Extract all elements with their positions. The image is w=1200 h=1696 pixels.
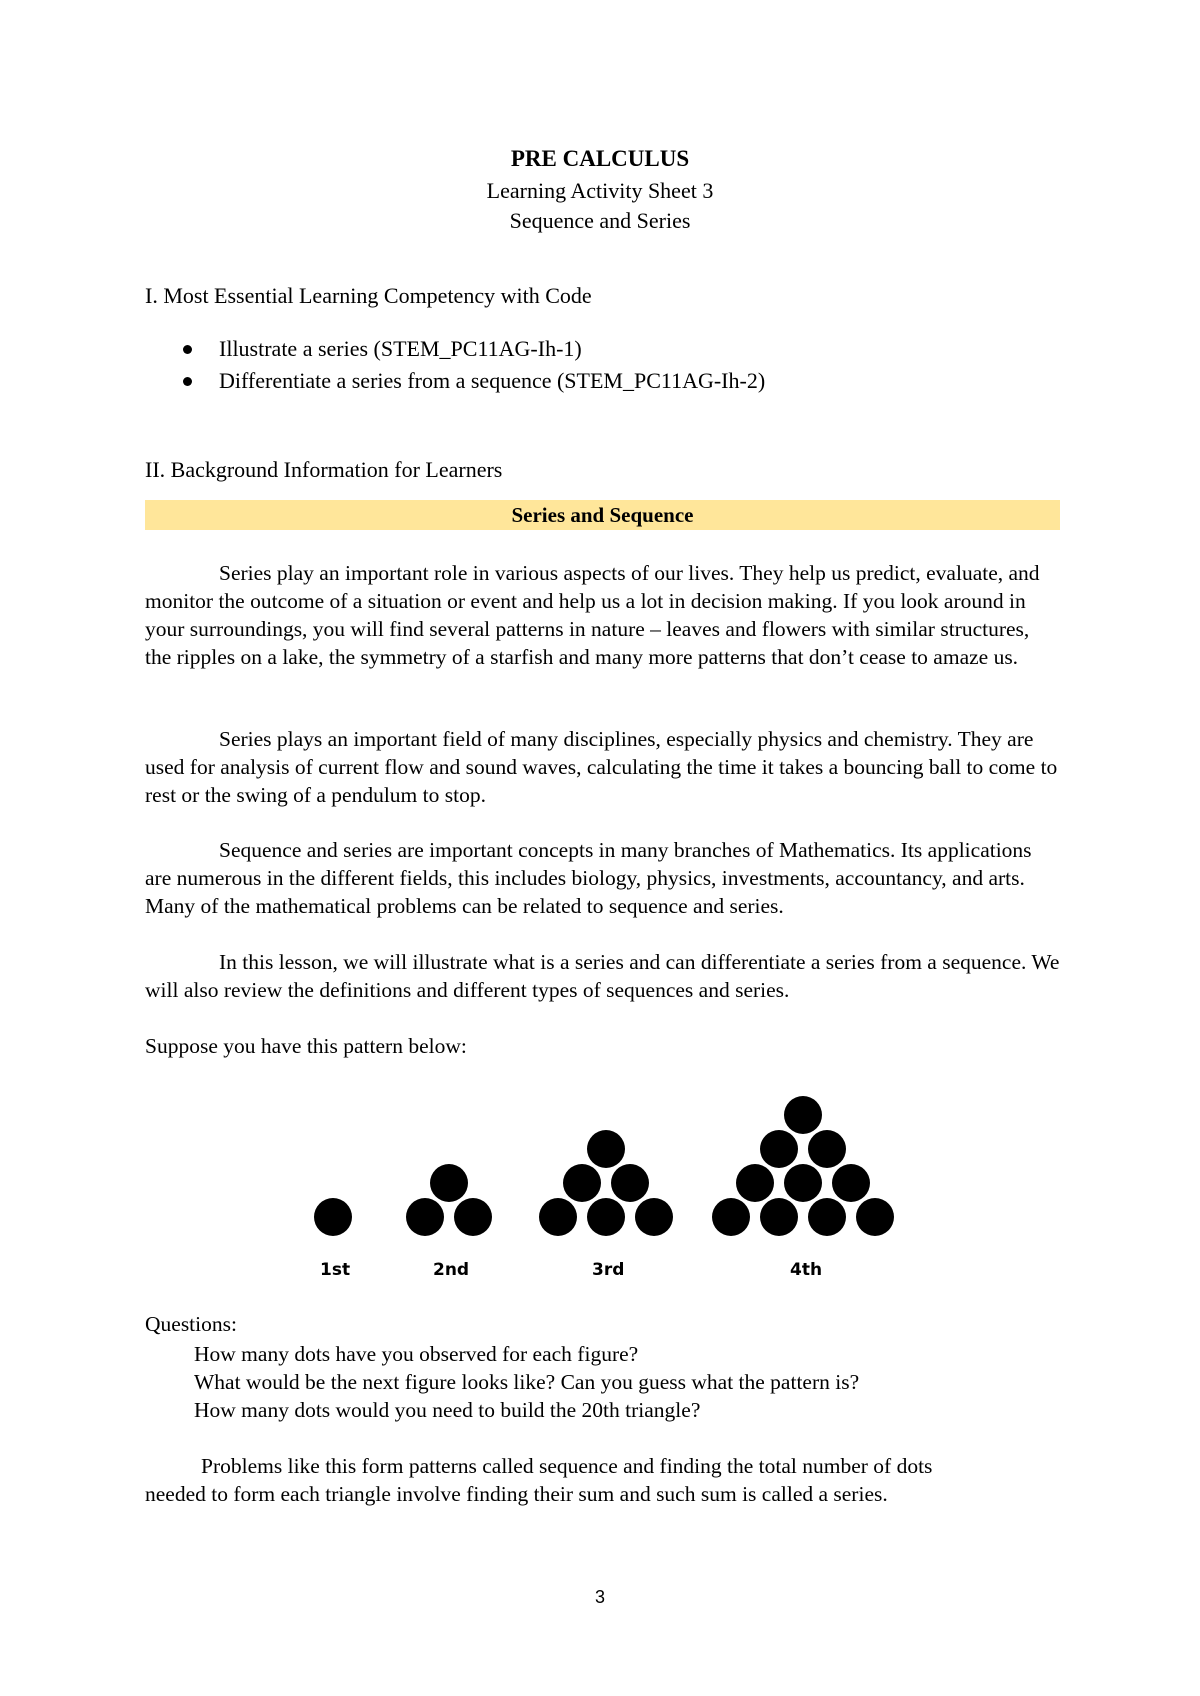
pattern-dot xyxy=(314,1198,352,1236)
pattern-dot xyxy=(539,1198,577,1236)
pattern-dot xyxy=(784,1164,822,1202)
paragraph: Series plays an important field of many disciplines, especially physics and chemistry. They are used for analysis of current flow and sound waves, calculating the time it takes a bouncing ball to come to rest or the swing of a pendulum to stop. xyxy=(145,727,1058,807)
pattern-dot xyxy=(760,1198,798,1236)
pattern-dot xyxy=(563,1164,601,1202)
pattern-dot xyxy=(454,1198,492,1236)
pattern-dot xyxy=(808,1198,846,1236)
pattern-dot xyxy=(856,1198,894,1236)
pattern-dot xyxy=(712,1198,750,1236)
pattern-dot xyxy=(587,1130,625,1168)
competency-text: Illustrate a series (STEM_PC11AG-Ih-1) xyxy=(219,336,582,361)
pattern-dot xyxy=(808,1130,846,1168)
paragraph: Sequence and series are important concepts in many branches of Mathematics. Its applications are numerous in the different fields, this includes biology, physics, investments, accountancy, and arts. Many of the mathematical problems can be related to sequence and series. xyxy=(145,838,1032,918)
section-heading-background: II. Background Information for Learners xyxy=(145,457,503,482)
pattern-dot xyxy=(430,1164,468,1202)
list-item: How many dots have you observed for each figure? xyxy=(194,1342,639,1366)
questions-heading: Questions: xyxy=(145,1312,237,1336)
competency-list xyxy=(183,333,765,397)
pattern-dot xyxy=(832,1164,870,1202)
pattern-dot xyxy=(611,1164,649,1202)
document-title: PRE CALCULUS xyxy=(510,146,690,171)
questions-list xyxy=(194,1340,859,1424)
pattern-dot xyxy=(406,1198,444,1236)
pattern-dot xyxy=(587,1198,625,1236)
document-topic: Sequence and Series xyxy=(509,208,691,233)
paragraph: Series play an important role in various aspects of our lives. They help us predict, evaluate, and monitor the outcome of a situation or event and help us a lot in decision making. If you look around in your surroundings, you will find several patterns in nature – leaves and flowers with similar structures, the ripples on a lake, the symmetry of a starfish and many more patterns that don’t cease to amaze us. xyxy=(145,561,1040,669)
list-item xyxy=(183,365,765,397)
list-item: How many dots would you need to build the 20th triangle? xyxy=(194,1398,701,1422)
paragraph: In this lesson, we will illustrate what is a series and can differentiate a series from a sequence. We will also review the definitions and different types of sequences and series. xyxy=(145,950,1060,1002)
triangular-dot-pattern-figure xyxy=(0,1085,1200,1285)
figure-label: 2nd xyxy=(433,1260,470,1280)
figure-label: 1st xyxy=(320,1260,351,1280)
figure-label: 4th xyxy=(790,1260,823,1280)
bullet-icon xyxy=(183,377,192,386)
list-item xyxy=(183,333,765,365)
pattern-dot xyxy=(760,1130,798,1168)
page-number: 3 xyxy=(594,1587,605,1607)
document-subtitle: Learning Activity Sheet 3 xyxy=(486,178,714,203)
closing-paragraph: Problems like this form patterns called sequence and finding the total number of dots needed to form each triangle involve finding their sum and such sum is called a series. xyxy=(145,1454,933,1506)
competency-text: Differentiate a series from a sequence (STEM_PC11AG-Ih-2) xyxy=(219,368,766,393)
bullet-icon xyxy=(183,345,192,354)
pattern-dot xyxy=(784,1096,822,1134)
paragraph: Suppose you have this pattern below: xyxy=(145,1034,467,1058)
section-banner: Series and Sequence xyxy=(145,500,1060,530)
section-heading-competency: I. Most Essential Learning Competency with Code xyxy=(145,283,592,308)
pattern-dot xyxy=(736,1164,774,1202)
pattern-dot xyxy=(635,1198,673,1236)
list-item: What would be the next figure looks like? Can you guess what the pattern is? xyxy=(194,1370,860,1394)
figure-label: 3rd xyxy=(592,1260,625,1280)
